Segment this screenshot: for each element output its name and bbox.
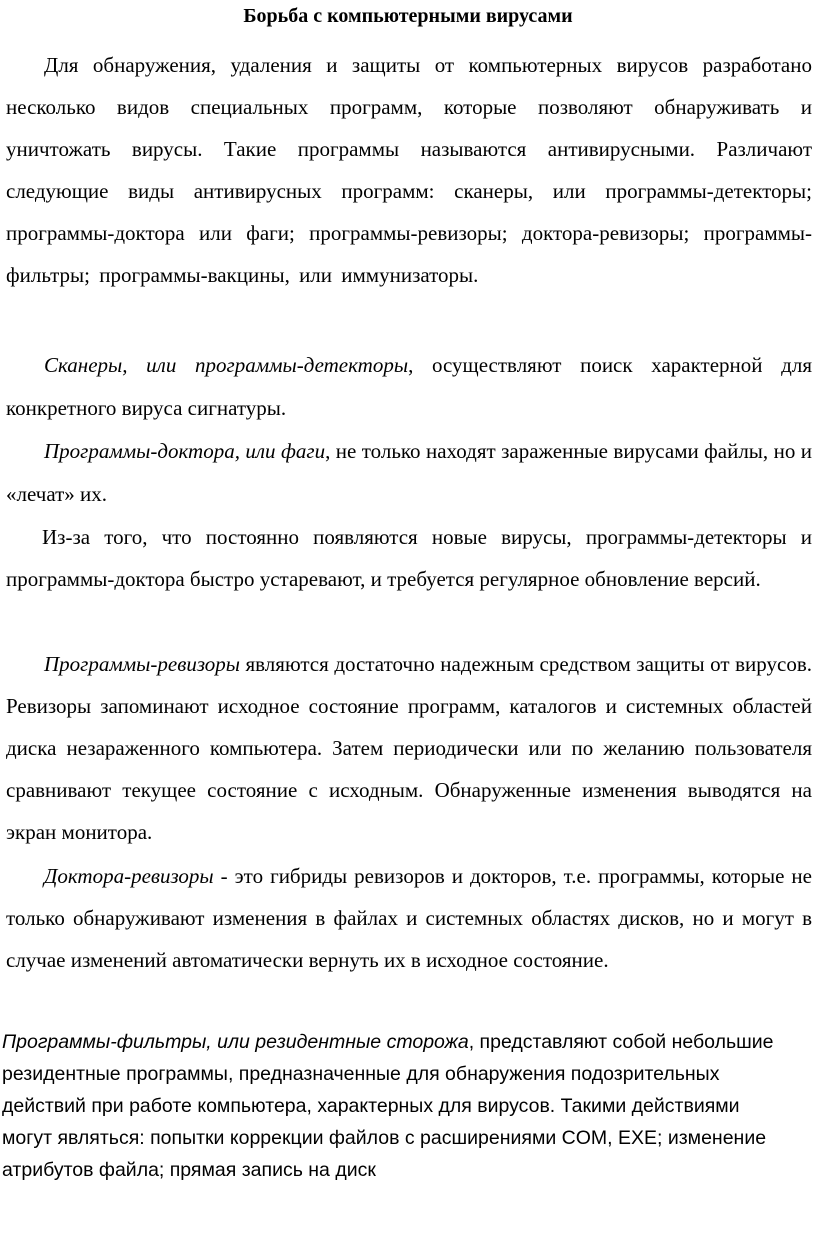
paragraph-doctor-auditors: [6, 855, 812, 981]
paragraph-doctors: [6, 430, 812, 516]
paragraph-filters: [2, 1026, 782, 1186]
term-doctor-auditors: Доктора-ревизоры: [44, 864, 214, 888]
term-filters: Программы-фильтры, или резидентные сторожа: [2, 1031, 469, 1053]
paragraph-updates-text: Из-за того, что постоянно появляются новые вирусы, программы-детекторы и программы-доктора быстро устаревают, и требуется регулярное обновление версий.: [6, 525, 812, 591]
page-title: Борьба с компьютерными вирусами: [243, 5, 573, 27]
paragraph-intro: [6, 44, 812, 296]
paragraph-scanners-text: , осуществляют поиск характерной для конкретного вируса сигнатуры.: [6, 353, 812, 420]
paragraph-doctors-text: , не только находят зараженные вирусами файлы, но и «лечат» их.: [6, 439, 812, 506]
term-auditors: Программы-ревизоры: [44, 652, 240, 676]
paragraph-intro-text: Для обнаружения, удаления и защиты от компьютерных вирусов разработано несколько видов специальных программ, которые позволяют обнаруживать и уничтожать вирусы. Такие программы называются антивирусными. Различают следующие виды антивирусных программ: сканеры, или программы-детекторы; программы-доктора или фаги; программы-ревизоры; доктора-ревизоры; программы-фильтры; программы-вакцины, или иммунизаторы.: [6, 53, 812, 287]
paragraph-scanners: [6, 344, 812, 430]
term-doctors: Программы-доктора, или фаги: [44, 439, 326, 463]
paragraph-auditors-text: являются достаточно надежным средством защиты от вирусов. Ревизоры запоминают исходное состояние программ, каталогов и системных областей диска незараженного компьютера. Затем периодически или по желанию пользователя сравнивают текущее состояние с исходным. Обнаруженные изменения выводятся на экран монитора.: [6, 652, 812, 844]
paragraph-updates: [6, 516, 812, 600]
paragraph-auditors: [6, 643, 812, 853]
paragraph-doctor-auditors-text: - это гибриды ревизоров и докторов, т.е. программы, которые не только обнаруживают изменения в файлах и системных областях дисков, но и могут в случае изменений автоматически вернуть их в исходное состояние.: [6, 864, 812, 972]
term-scanners: Сканеры, или программы-детекторы: [44, 353, 409, 377]
paragraph-filters-text: , представляют собой небольшие резидентные программы, предназначенные для обнаружения подозрительных действий при работе компьютера, характерных для вирусов. Такими действиями могут являться: попытки коррекции файлов с расширениями COM, EXE; изменение атрибутов файла; прямая запись на диск: [2, 1031, 774, 1181]
